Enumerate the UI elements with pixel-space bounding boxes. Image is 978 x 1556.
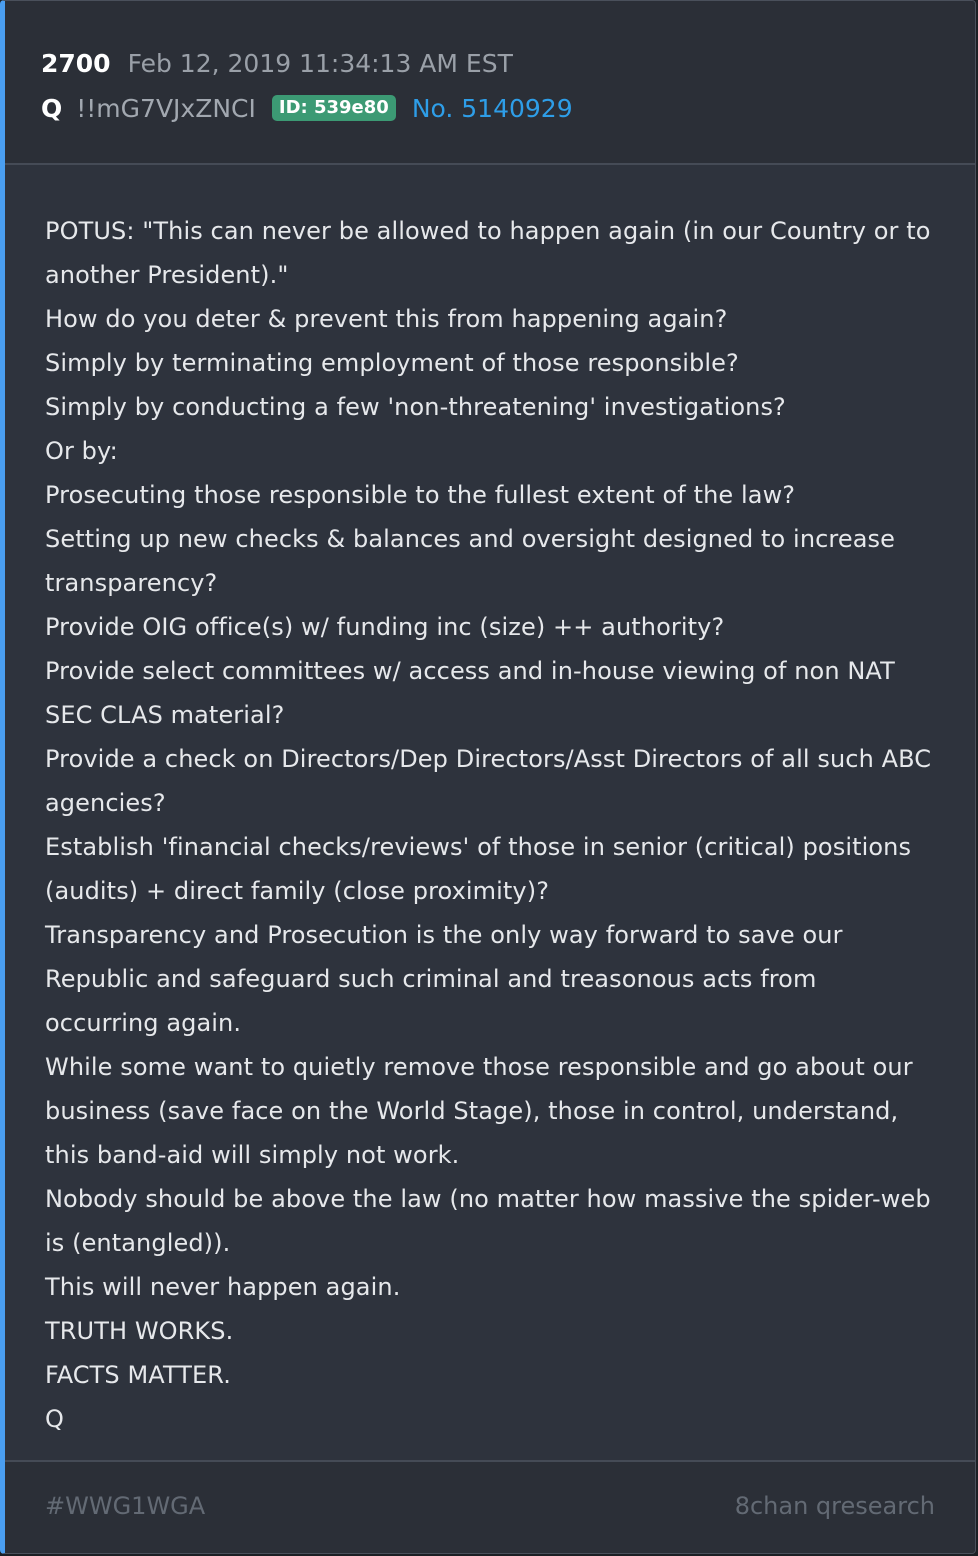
post-timestamp: Feb 12, 2019 11:34:13 AM EST [127, 48, 513, 78]
post-text-line: (audits) + direct family (close proximity)? [45, 877, 550, 905]
post-text-line: Provide a check on Directors/Dep Directors/Asst Directors of all such ABC [45, 745, 932, 773]
post-text-line: FACTS MATTER. [45, 1361, 231, 1389]
post-text-line: Provide OIG office(s) w/ funding inc (size) ++ authority? [45, 613, 725, 641]
footer-hashtag: #WWG1WGA [45, 1492, 206, 1520]
post-text-line: Simply by conducting a few 'non-threatening' investigations? [45, 393, 786, 421]
post-text-line: SEC CLAS material? [45, 701, 285, 729]
post-text-line: POTUS: "This can never be allowed to happen again (in our Country or to [45, 217, 931, 245]
post-text-line: occurring again. [45, 1009, 242, 1037]
post-tripcode: !!mG7VJxZNCI [76, 93, 256, 123]
post-text-line: Simply by terminating employment of those responsible? [45, 349, 739, 377]
post-text-line: This will never happen again. [45, 1273, 401, 1301]
post-text-line: Transparency and Prosecution is the only way forward to save our [45, 921, 843, 949]
post-text-line: this band-aid will simply not work. [45, 1141, 460, 1169]
post-text-line: business (save face on the World Stage), those in control, understand, [45, 1097, 899, 1125]
post-text-line: TRUTH WORKS. [45, 1317, 234, 1345]
post-text-line: Or by: [45, 437, 118, 465]
post-text-line: is (entangled)). [45, 1229, 231, 1257]
id-badge: ID: 539e80 [272, 95, 396, 121]
post-text-line: Republic and safeguard such criminal and treasonous acts from [45, 965, 817, 993]
post-text-line: transparency? [45, 569, 218, 597]
post-text-line: Provide select committees w/ access and in-house viewing of non NAT [45, 657, 895, 685]
post-text-line: Q [45, 1405, 64, 1433]
post-meta-row [41, 45, 513, 81]
footer-source: 8chan qresearch [734, 1492, 935, 1520]
post-author-row [41, 90, 573, 126]
post-footer [5, 1460, 975, 1553]
post-number-link[interactable]: No. 5140929 [411, 93, 573, 123]
post-text-line: Nobody should be above the law (no matter how massive the spider-web [45, 1185, 931, 1213]
post-body [45, 209, 945, 1441]
post-text-line: Setting up new checks & balances and oversight designed to increase [45, 525, 896, 553]
post-author: Q [41, 93, 63, 123]
post-text-line: Prosecuting those responsible to the fullest extent of the law? [45, 481, 796, 509]
post-text-line: While some want to quietly remove those responsible and go about our [45, 1053, 913, 1081]
post-number: 2700 [41, 48, 111, 78]
post-text-line: agencies? [45, 789, 166, 817]
post-text-line: another President)." [45, 261, 289, 289]
post-text-line: Establish 'financial checks/reviews' of those in senior (critical) positions [45, 833, 912, 861]
post-text-line: How do you deter & prevent this from happening again? [45, 305, 728, 333]
post-header [5, 1, 975, 165]
